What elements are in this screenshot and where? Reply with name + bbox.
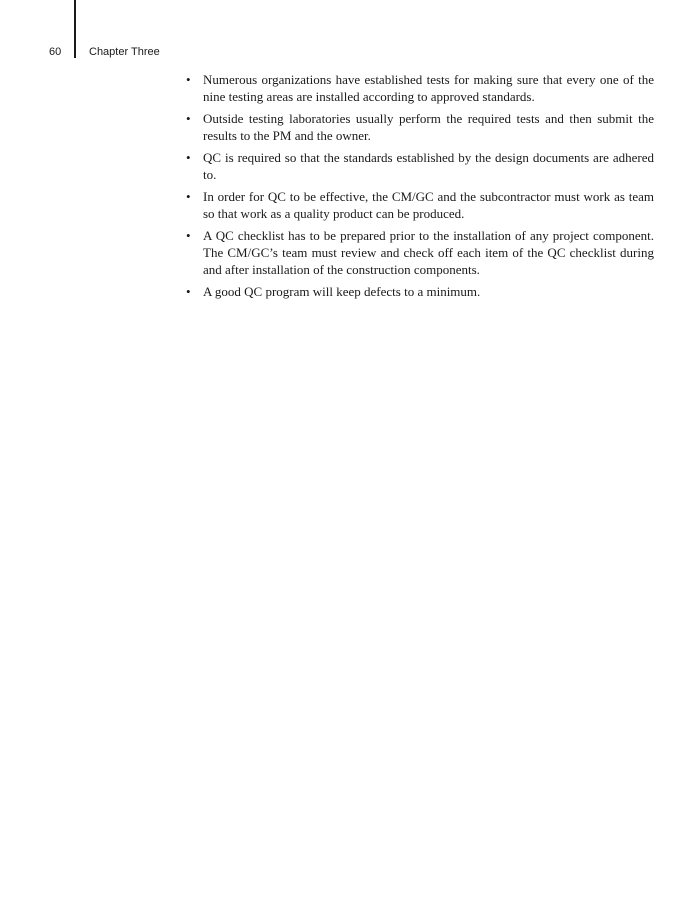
header-vertical-rule — [74, 0, 76, 58]
list-item — [186, 71, 654, 105]
list-item-text: QC is required so that the standards established by the design documents are adhered to. — [203, 150, 654, 182]
bullet-list — [186, 71, 654, 305]
list-item — [186, 188, 654, 222]
list-item-text: Outside testing laboratories usually perform the required tests and then submit the results to the PM and the owner. — [203, 111, 654, 143]
running-head-chapter-title: Chapter Three — [89, 46, 160, 58]
bullet-icon: • — [186, 150, 191, 165]
bullet-icon: • — [186, 284, 191, 299]
list-item — [186, 227, 654, 278]
bullet-icon: • — [186, 111, 191, 126]
list-item-text: A good QC program will keep defects to a minimum. — [203, 284, 481, 299]
list-item-text: In order for QC to be effective, the CM/GC and the subcontractor must work as team so that work as a quality product can be produced. — [203, 189, 654, 221]
list-item-text: Numerous organizations have established tests for making sure that every one of the nine testing areas are installed according to approved standards. — [203, 72, 654, 104]
list-item — [186, 283, 654, 300]
page-number: 60 — [49, 46, 62, 58]
list-item — [186, 110, 654, 144]
list-item-text: A QC checklist has to be prepared prior to the installation of any project component. The CM/GC’s team must review and check off each item of the QC checklist during and after installation of the construction components. — [203, 228, 654, 277]
bullet-icon: • — [186, 228, 191, 243]
bullet-icon: • — [186, 72, 191, 87]
bullet-icon: • — [186, 189, 191, 204]
list-item — [186, 149, 654, 183]
